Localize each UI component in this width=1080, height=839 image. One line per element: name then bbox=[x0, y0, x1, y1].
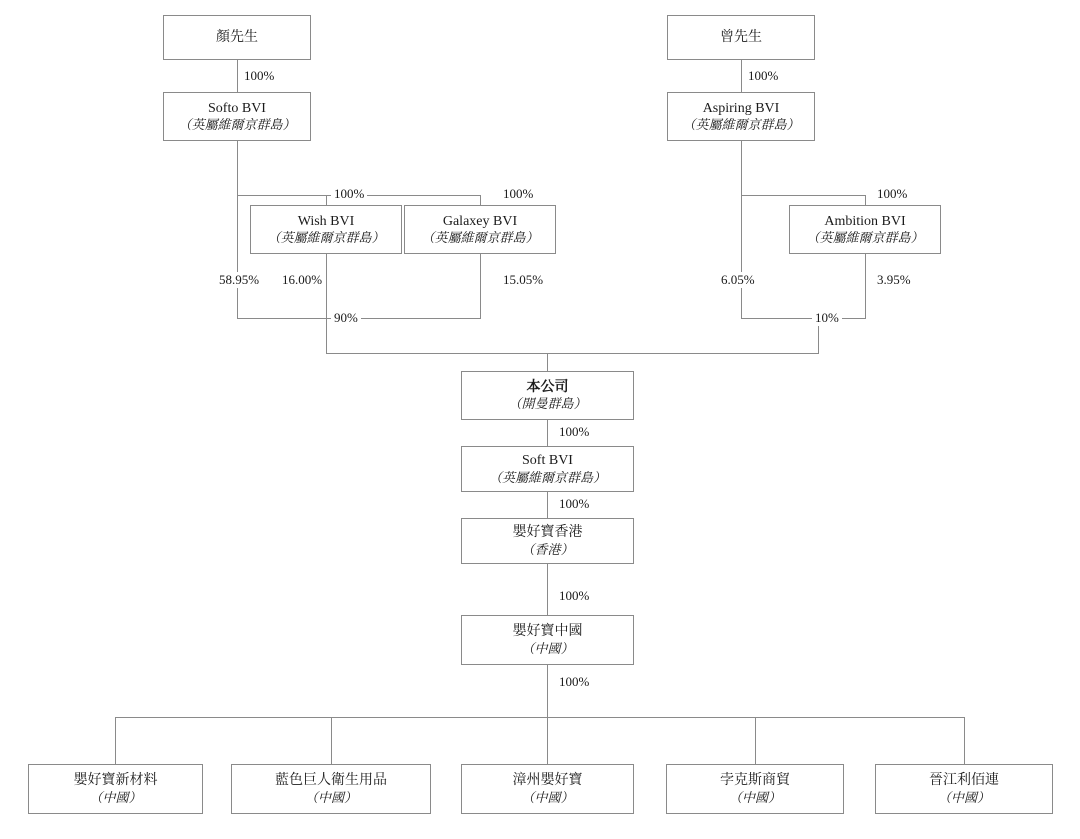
connector-left-bus-down bbox=[326, 318, 327, 353]
connector-zeng-to-aspiring bbox=[741, 60, 742, 92]
node-subtitle: （英屬維爾京群島） bbox=[267, 230, 385, 246]
connector-cn-down bbox=[547, 665, 548, 717]
node-the-company bbox=[461, 371, 634, 420]
connector-softo-direct-leg bbox=[237, 195, 238, 318]
node-title: Softo BVI bbox=[208, 100, 266, 116]
connector-soft-to-hk bbox=[547, 492, 548, 518]
node-title: 本公司 bbox=[526, 379, 569, 395]
node-title: 藍色巨人衛生用品 bbox=[275, 773, 387, 789]
node-hong-kong-entity bbox=[461, 518, 634, 564]
node-title: Aspiring BVI bbox=[702, 100, 780, 116]
pct-aspiring-to-ambition: 100% bbox=[874, 186, 910, 202]
pct-softo-to-galaxey: 100% bbox=[500, 186, 536, 202]
connector-yan-to-softo bbox=[237, 60, 238, 92]
pct-right-group-total: 10% bbox=[812, 310, 842, 326]
connector-bottom-leg-4 bbox=[755, 717, 756, 764]
pct-ambition-holding: 3.95% bbox=[874, 272, 914, 288]
node-subtitle: （中國） bbox=[304, 789, 357, 805]
node-softo-bvi bbox=[163, 92, 311, 141]
node-mr-zeng bbox=[667, 15, 815, 60]
pct-softo-to-wish: 100% bbox=[331, 186, 367, 202]
node-subtitle: （中國） bbox=[937, 789, 990, 805]
node-subsidiary-jinjiang bbox=[875, 764, 1053, 814]
connector-bottom-leg-2 bbox=[331, 717, 332, 764]
connector-aspiring-split-bar bbox=[741, 195, 866, 196]
node-title: 嬰好寶香港 bbox=[512, 525, 583, 541]
connector-left-bus-to-company bbox=[326, 353, 548, 354]
node-subsidiary-blue-giant bbox=[231, 764, 431, 814]
node-title: 漳州嬰好寶 bbox=[512, 773, 583, 789]
pct-softo-direct: 58.95% bbox=[216, 272, 262, 288]
node-soft-bvi bbox=[461, 446, 634, 492]
node-wish-bvi bbox=[250, 205, 402, 254]
node-subtitle: （英屬維爾京群島） bbox=[806, 230, 924, 246]
node-ambition-bvi bbox=[789, 205, 941, 254]
node-title: Galaxey BVI bbox=[442, 213, 518, 229]
node-subtitle: （英屬維爾京群島） bbox=[682, 117, 800, 133]
node-subsidiary-new-materials bbox=[28, 764, 203, 814]
node-title: Wish BVI bbox=[297, 213, 355, 229]
node-title: 晉江利佰連 bbox=[929, 773, 999, 789]
pct-wish-holding: 16.00% bbox=[279, 272, 325, 288]
node-subtitle: （香港） bbox=[521, 541, 574, 557]
connector-aspiring-to-ambition bbox=[865, 195, 866, 205]
node-title: Ambition BVI bbox=[824, 213, 906, 229]
pct-galaxey-holding: 15.05% bbox=[500, 272, 546, 288]
connector-bottom-leg-1 bbox=[115, 717, 116, 764]
node-galaxey-bvi bbox=[404, 205, 556, 254]
pct-company-to-soft: 100% bbox=[556, 424, 592, 440]
node-subtitle: （中國） bbox=[521, 640, 574, 656]
connector-bottom-leg-5 bbox=[964, 717, 965, 764]
node-mr-yan bbox=[163, 15, 311, 60]
node-title: 顏先生 bbox=[216, 29, 258, 45]
connector-softo-to-wish bbox=[326, 195, 327, 205]
node-title: 曾先生 bbox=[720, 29, 762, 45]
node-title: 孛克斯商貿 bbox=[720, 773, 790, 789]
connector-wish-leg bbox=[326, 254, 327, 318]
connector-hk-to-cn bbox=[547, 564, 548, 615]
node-china-entity bbox=[461, 615, 634, 665]
connector-ambition-leg bbox=[865, 254, 866, 318]
pct-yan-to-softo: 100% bbox=[241, 68, 277, 84]
connector-galaxey-leg bbox=[480, 254, 481, 318]
node-title: Soft BVI bbox=[522, 453, 573, 469]
connector-softo-down bbox=[237, 141, 238, 195]
connector-bottom-leg-3 bbox=[547, 717, 548, 764]
connector-right-bus-to-company bbox=[547, 353, 819, 354]
connector-aspiring-down bbox=[741, 141, 742, 195]
pct-cn-to-subsidiaries: 100% bbox=[556, 674, 592, 690]
pct-left-group-total: 90% bbox=[331, 310, 361, 326]
node-subsidiary-zhangzhou bbox=[461, 764, 634, 814]
pct-zeng-to-aspiring: 100% bbox=[745, 68, 781, 84]
node-subtitle: （開曼群島） bbox=[508, 396, 587, 412]
pct-aspiring-direct: 6.05% bbox=[718, 272, 758, 288]
pct-soft-to-hk: 100% bbox=[556, 496, 592, 512]
connector-bottom-bus bbox=[115, 717, 964, 718]
connector-right-bus bbox=[741, 318, 866, 319]
node-subsidiary-boks-trading bbox=[666, 764, 844, 814]
node-aspiring-bvi bbox=[667, 92, 815, 141]
node-subtitle: （英屬維爾京群島） bbox=[421, 230, 539, 246]
node-subtitle: （中國） bbox=[89, 789, 142, 805]
node-subtitle: （中國） bbox=[728, 789, 781, 805]
node-title: 嬰好寶中國 bbox=[512, 624, 583, 640]
node-subtitle: （中國） bbox=[521, 789, 574, 805]
node-subtitle: （英屬維爾京群島） bbox=[178, 117, 296, 133]
connector-softo-to-galaxey bbox=[480, 195, 481, 205]
node-subtitle: （英屬維爾京群島） bbox=[488, 469, 606, 485]
pct-hk-to-cn: 100% bbox=[556, 588, 592, 604]
node-title: 嬰好寶新材料 bbox=[73, 773, 158, 789]
connector-aspiring-direct-leg bbox=[741, 195, 742, 318]
connector-company-stem bbox=[547, 353, 548, 371]
connector-company-to-soft bbox=[547, 420, 548, 446]
